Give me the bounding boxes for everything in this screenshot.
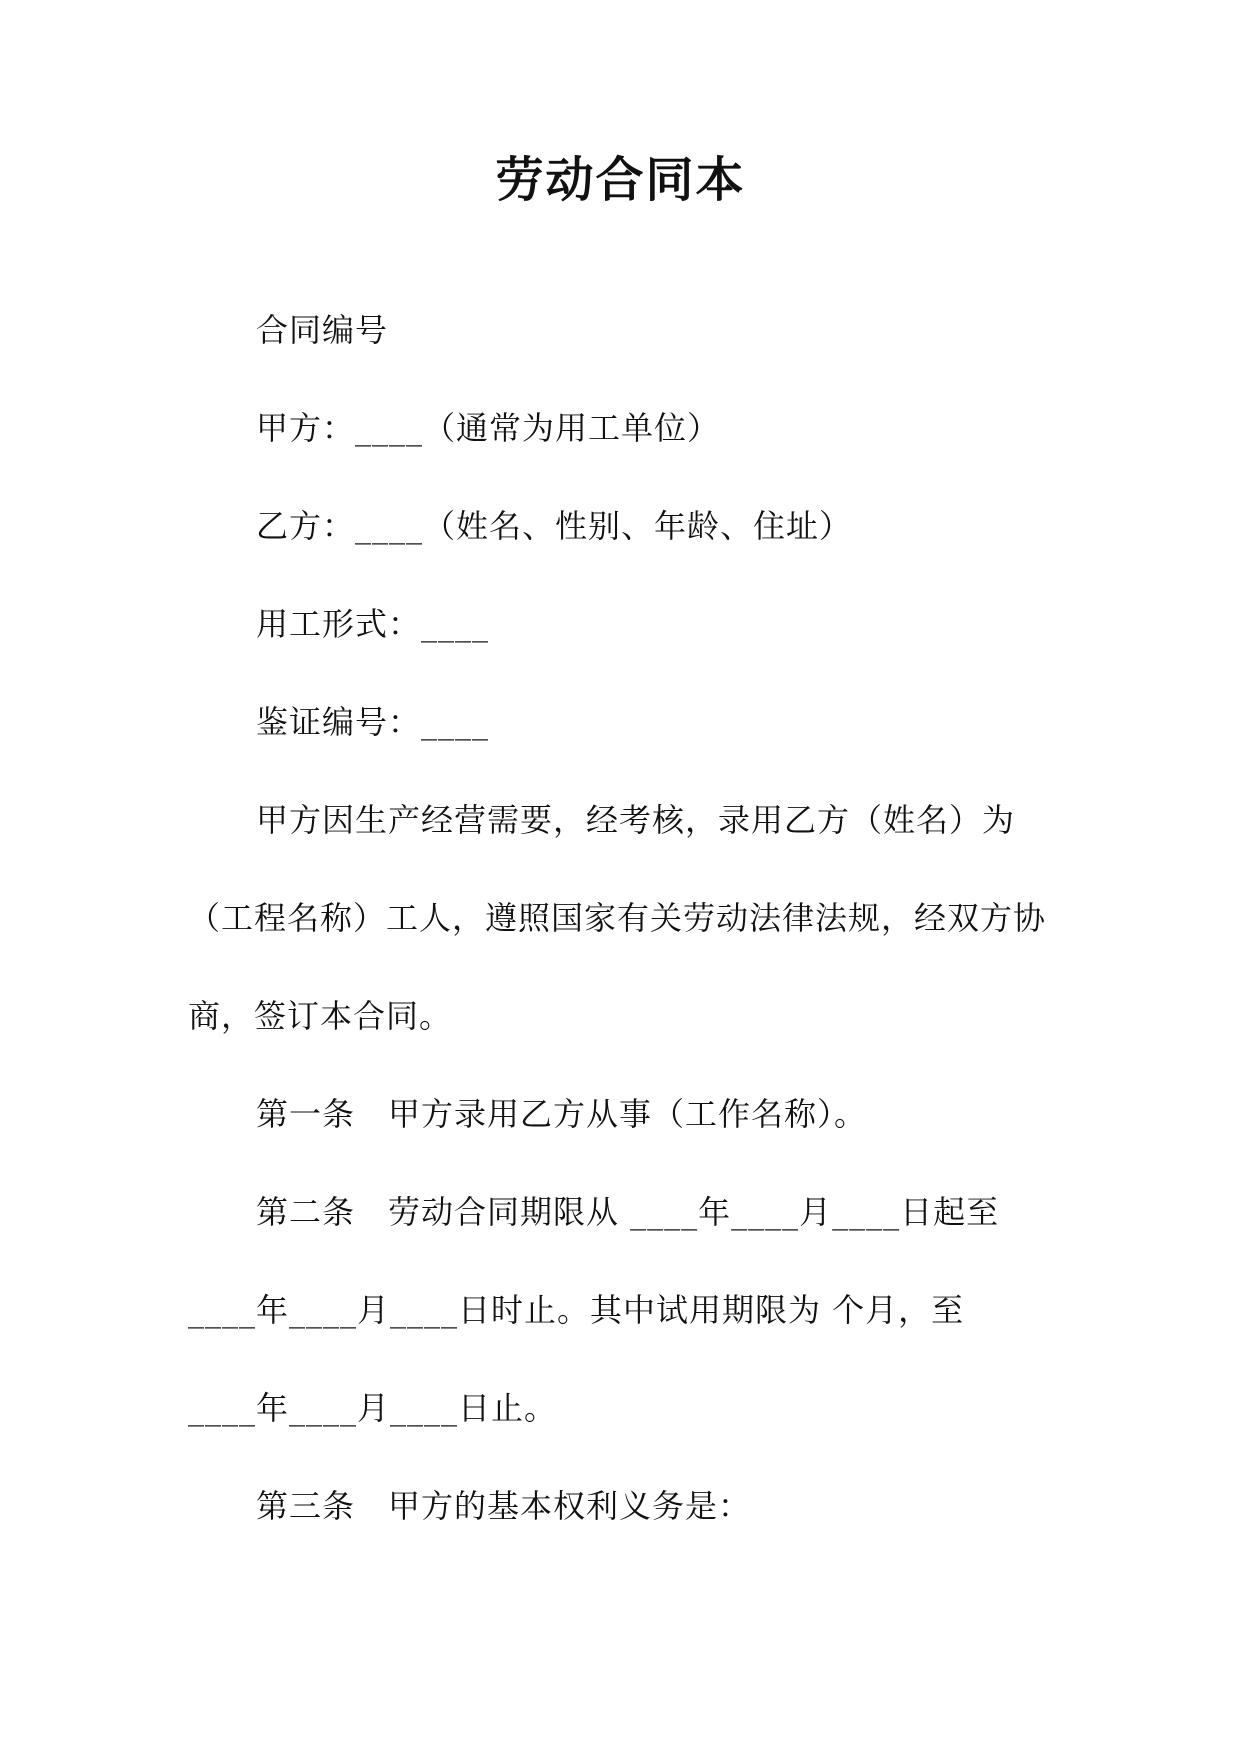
article-3-line: 第三条 甲方的基本权利义务是： <box>256 1487 752 1525</box>
party-b-line: 乙方：____（姓名、性别、年龄、住址） <box>256 507 853 545</box>
certification-number-line: 鉴证编号：____ <box>256 703 490 741</box>
document-title: 劳动合同本 <box>495 152 746 208</box>
article-1-line: 第一条 甲方录用乙方从事（工作名称）。 <box>256 1095 868 1133</box>
party-a-line: 甲方：____（通常为用工单位） <box>256 409 721 447</box>
article-2-line: ____年____月____日止。 <box>188 1389 558 1427</box>
article-2-line: ____年____月____日时止。其中试用期限为 个月，至 <box>188 1291 965 1329</box>
contract-number-line: 合同编号 <box>256 311 389 349</box>
employment-form-line: 用工形式：____ <box>256 605 490 643</box>
preamble-line: 商，签订本合同。 <box>188 997 453 1035</box>
preamble-line: 甲方因生产经营需要，经考核，录用乙方（姓名）为 <box>256 801 1016 839</box>
preamble-line: （工程名称）工人，遵照国家有关劳动法律法规，经双方协 <box>188 899 1047 937</box>
article-2-line: 第二条 劳动合同期限从 ____年____月____日起至 <box>256 1193 1000 1231</box>
